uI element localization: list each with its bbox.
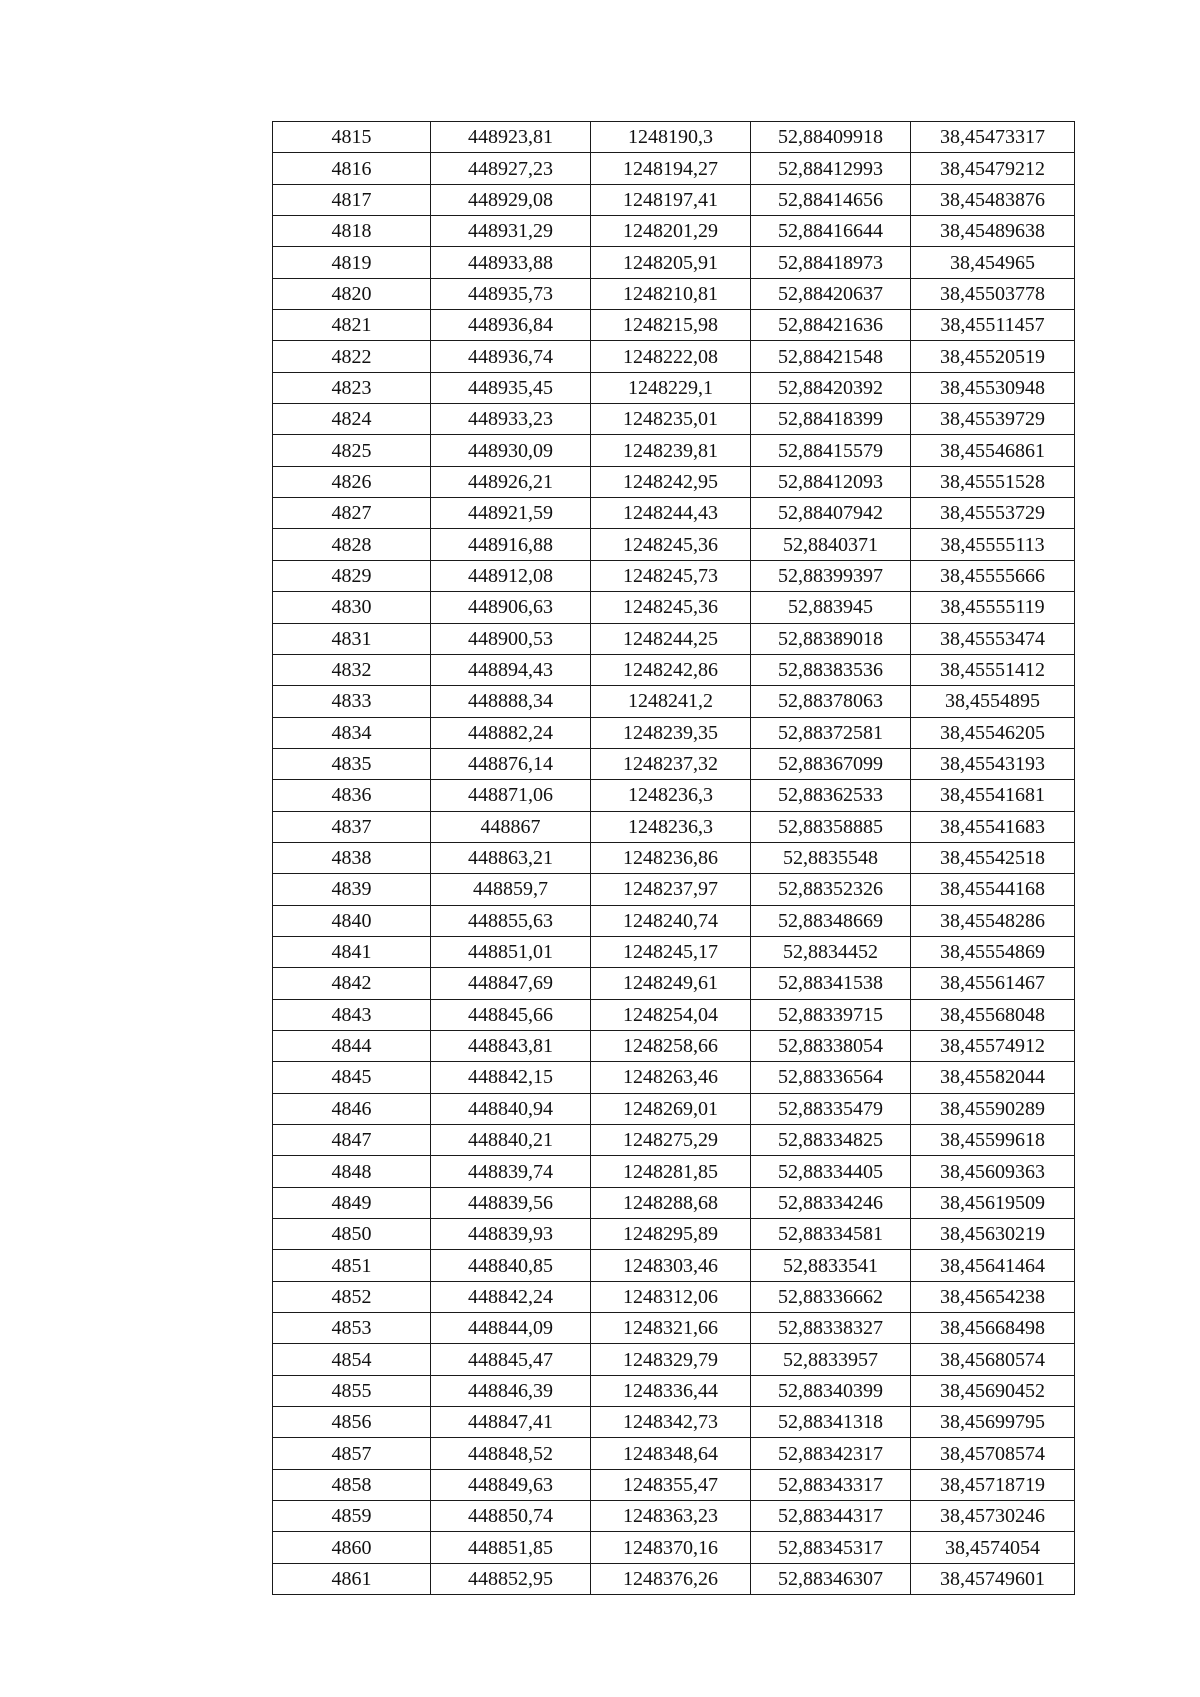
longitude-cell: 38,45473317: [911, 122, 1075, 153]
x-coordinate-cell: 448863,21: [431, 842, 591, 873]
latitude-cell: 52,8840371: [751, 529, 911, 560]
y-coordinate-cell: 1248269,01: [591, 1093, 751, 1124]
table-row: [273, 1250, 1075, 1281]
latitude-cell: 52,88342317: [751, 1438, 911, 1469]
table-row: [273, 905, 1075, 936]
point-number-cell: 4857: [273, 1438, 431, 1469]
longitude-cell: 38,454965: [911, 247, 1075, 278]
y-coordinate-cell: 1248239,35: [591, 717, 751, 748]
point-number-cell: 4824: [273, 404, 431, 435]
point-number-cell: 4843: [273, 999, 431, 1030]
table-row: [273, 466, 1075, 497]
table-row: [273, 1532, 1075, 1563]
point-number-cell: 4821: [273, 310, 431, 341]
point-number-cell: 4858: [273, 1469, 431, 1500]
x-coordinate-cell: 448916,88: [431, 529, 591, 560]
table-row: [273, 1093, 1075, 1124]
latitude-cell: 52,88339715: [751, 999, 911, 1030]
y-coordinate-cell: 1248241,2: [591, 686, 751, 717]
point-number-cell: 4842: [273, 968, 431, 999]
longitude-cell: 38,45699795: [911, 1407, 1075, 1438]
table-row: [273, 717, 1075, 748]
point-number-cell: 4826: [273, 466, 431, 497]
latitude-cell: 52,88345317: [751, 1532, 911, 1563]
x-coordinate-cell: 448900,53: [431, 623, 591, 654]
x-coordinate-cell: 448912,08: [431, 560, 591, 591]
table-row: [273, 247, 1075, 278]
latitude-cell: 52,88418973: [751, 247, 911, 278]
x-coordinate-cell: 448923,81: [431, 122, 591, 153]
point-number-cell: 4851: [273, 1250, 431, 1281]
longitude-cell: 38,45479212: [911, 153, 1075, 184]
y-coordinate-cell: 1248242,86: [591, 654, 751, 685]
point-number-cell: 4820: [273, 278, 431, 309]
table-row: [273, 560, 1075, 591]
y-coordinate-cell: 1248240,74: [591, 905, 751, 936]
y-coordinate-cell: 1248295,89: [591, 1219, 751, 1250]
longitude-cell: 38,45551528: [911, 466, 1075, 497]
latitude-cell: 52,8833541: [751, 1250, 911, 1281]
x-coordinate-cell: 448935,45: [431, 372, 591, 403]
x-coordinate-cell: 448876,14: [431, 748, 591, 779]
longitude-cell: 38,45619509: [911, 1187, 1075, 1218]
x-coordinate-cell: 448847,41: [431, 1407, 591, 1438]
x-coordinate-cell: 448888,34: [431, 686, 591, 717]
point-number-cell: 4852: [273, 1281, 431, 1312]
latitude-cell: 52,88348669: [751, 905, 911, 936]
longitude-cell: 38,45718719: [911, 1469, 1075, 1500]
point-number-cell: 4836: [273, 780, 431, 811]
y-coordinate-cell: 1248222,08: [591, 341, 751, 372]
longitude-cell: 38,45668498: [911, 1313, 1075, 1344]
x-coordinate-cell: 448867: [431, 811, 591, 842]
table-row: [273, 968, 1075, 999]
longitude-cell: 38,45546861: [911, 435, 1075, 466]
y-coordinate-cell: 1248281,85: [591, 1156, 751, 1187]
x-coordinate-cell: 448846,39: [431, 1375, 591, 1406]
x-coordinate-cell: 448840,94: [431, 1093, 591, 1124]
latitude-cell: 52,88352326: [751, 874, 911, 905]
latitude-cell: 52,88343317: [751, 1469, 911, 1500]
y-coordinate-cell: 1248275,29: [591, 1125, 751, 1156]
y-coordinate-cell: 1248249,61: [591, 968, 751, 999]
table-row: [273, 1438, 1075, 1469]
longitude-cell: 38,45520519: [911, 341, 1075, 372]
longitude-cell: 38,45680574: [911, 1344, 1075, 1375]
table-row: [273, 1219, 1075, 1250]
longitude-cell: 38,45542518: [911, 842, 1075, 873]
longitude-cell: 38,45483876: [911, 184, 1075, 215]
longitude-cell: 38,45555113: [911, 529, 1075, 560]
longitude-cell: 38,45555666: [911, 560, 1075, 591]
latitude-cell: 52,88338054: [751, 1030, 911, 1061]
longitude-cell: 38,45708574: [911, 1438, 1075, 1469]
y-coordinate-cell: 1248210,81: [591, 278, 751, 309]
table-row: [273, 1344, 1075, 1375]
point-number-cell: 4847: [273, 1125, 431, 1156]
y-coordinate-cell: 1248205,91: [591, 247, 751, 278]
latitude-cell: 52,88407942: [751, 498, 911, 529]
point-number-cell: 4854: [273, 1344, 431, 1375]
x-coordinate-cell: 448850,74: [431, 1501, 591, 1532]
y-coordinate-cell: 1248263,46: [591, 1062, 751, 1093]
latitude-cell: 52,88412993: [751, 153, 911, 184]
x-coordinate-cell: 448842,15: [431, 1062, 591, 1093]
longitude-cell: 38,45548286: [911, 905, 1075, 936]
latitude-cell: 52,8835548: [751, 842, 911, 873]
y-coordinate-cell: 1248336,44: [591, 1375, 751, 1406]
latitude-cell: 52,88336564: [751, 1062, 911, 1093]
x-coordinate-cell: 448839,56: [431, 1187, 591, 1218]
point-number-cell: 4816: [273, 153, 431, 184]
table-row: [273, 1469, 1075, 1500]
point-number-cell: 4856: [273, 1407, 431, 1438]
longitude-cell: 38,45574912: [911, 1030, 1075, 1061]
y-coordinate-cell: 1248342,73: [591, 1407, 751, 1438]
table-row: [273, 372, 1075, 403]
y-coordinate-cell: 1248258,66: [591, 1030, 751, 1061]
x-coordinate-cell: 448871,06: [431, 780, 591, 811]
latitude-cell: 52,88362533: [751, 780, 911, 811]
latitude-cell: 52,88399397: [751, 560, 911, 591]
point-number-cell: 4818: [273, 216, 431, 247]
x-coordinate-cell: 448842,24: [431, 1281, 591, 1312]
table-row: [273, 1156, 1075, 1187]
point-number-cell: 4827: [273, 498, 431, 529]
x-coordinate-cell: 448845,47: [431, 1344, 591, 1375]
y-coordinate-cell: 1248237,97: [591, 874, 751, 905]
x-coordinate-cell: 448851,85: [431, 1532, 591, 1563]
x-coordinate-cell: 448849,63: [431, 1469, 591, 1500]
point-number-cell: 4823: [273, 372, 431, 403]
table-row: [273, 278, 1075, 309]
point-number-cell: 4839: [273, 874, 431, 905]
y-coordinate-cell: 1248236,3: [591, 811, 751, 842]
table-row: [273, 780, 1075, 811]
latitude-cell: 52,88334581: [751, 1219, 911, 1250]
latitude-cell: 52,8834452: [751, 936, 911, 967]
latitude-cell: 52,88344317: [751, 1501, 911, 1532]
y-coordinate-cell: 1248245,17: [591, 936, 751, 967]
table-row: [273, 654, 1075, 685]
point-number-cell: 4838: [273, 842, 431, 873]
table-row: [273, 592, 1075, 623]
x-coordinate-cell: 448936,74: [431, 341, 591, 372]
table-row: [273, 999, 1075, 1030]
table-row: [273, 1407, 1075, 1438]
point-number-cell: 4850: [273, 1219, 431, 1250]
x-coordinate-cell: 448847,69: [431, 968, 591, 999]
longitude-cell: 38,45590289: [911, 1093, 1075, 1124]
point-number-cell: 4831: [273, 623, 431, 654]
longitude-cell: 38,45609363: [911, 1156, 1075, 1187]
x-coordinate-cell: 448894,43: [431, 654, 591, 685]
latitude-cell: 52,88416644: [751, 216, 911, 247]
table-row: [273, 1030, 1075, 1061]
longitude-cell: 38,45543193: [911, 748, 1075, 779]
y-coordinate-cell: 1248244,43: [591, 498, 751, 529]
latitude-cell: 52,88389018: [751, 623, 911, 654]
longitude-cell: 38,45654238: [911, 1281, 1075, 1312]
x-coordinate-cell: 448851,01: [431, 936, 591, 967]
x-coordinate-cell: 448933,23: [431, 404, 591, 435]
longitude-cell: 38,45554869: [911, 936, 1075, 967]
y-coordinate-cell: 1248245,36: [591, 592, 751, 623]
point-number-cell: 4837: [273, 811, 431, 842]
longitude-cell: 38,45489638: [911, 216, 1075, 247]
x-coordinate-cell: 448936,84: [431, 310, 591, 341]
y-coordinate-cell: 1248321,66: [591, 1313, 751, 1344]
point-number-cell: 4841: [273, 936, 431, 967]
latitude-cell: 52,88367099: [751, 748, 911, 779]
table-row: [273, 153, 1075, 184]
table-row: [273, 435, 1075, 466]
y-coordinate-cell: 1248370,16: [591, 1532, 751, 1563]
latitude-cell: 52,88372581: [751, 717, 911, 748]
table-row: [273, 122, 1075, 153]
y-coordinate-cell: 1248329,79: [591, 1344, 751, 1375]
latitude-cell: 52,88335479: [751, 1093, 911, 1124]
point-number-cell: 4861: [273, 1563, 431, 1594]
latitude-cell: 52,88420392: [751, 372, 911, 403]
point-number-cell: 4819: [273, 247, 431, 278]
x-coordinate-cell: 448906,63: [431, 592, 591, 623]
table-row: [273, 1125, 1075, 1156]
longitude-cell: 38,45582044: [911, 1062, 1075, 1093]
table-row: [273, 1187, 1075, 1218]
table-row: [273, 842, 1075, 873]
point-number-cell: 4825: [273, 435, 431, 466]
longitude-cell: 38,45511457: [911, 310, 1075, 341]
y-coordinate-cell: 1248363,23: [591, 1501, 751, 1532]
y-coordinate-cell: 1248215,98: [591, 310, 751, 341]
table-row: [273, 1375, 1075, 1406]
x-coordinate-cell: 448927,23: [431, 153, 591, 184]
x-coordinate-cell: 448845,66: [431, 999, 591, 1030]
point-number-cell: 4830: [273, 592, 431, 623]
point-number-cell: 4832: [273, 654, 431, 685]
x-coordinate-cell: 448929,08: [431, 184, 591, 215]
latitude-cell: 52,88415579: [751, 435, 911, 466]
longitude-cell: 38,45599618: [911, 1125, 1075, 1156]
longitude-cell: 38,45553729: [911, 498, 1075, 529]
point-number-cell: 4860: [273, 1532, 431, 1563]
longitude-cell: 38,45541681: [911, 780, 1075, 811]
longitude-cell: 38,45568048: [911, 999, 1075, 1030]
table-row: [273, 686, 1075, 717]
y-coordinate-cell: 1248237,32: [591, 748, 751, 779]
longitude-cell: 38,45544168: [911, 874, 1075, 905]
x-coordinate-cell: 448839,93: [431, 1219, 591, 1250]
latitude-cell: 52,88340399: [751, 1375, 911, 1406]
point-number-cell: 4840: [273, 905, 431, 936]
y-coordinate-cell: 1248348,64: [591, 1438, 751, 1469]
point-number-cell: 4829: [273, 560, 431, 591]
table-row: [273, 936, 1075, 967]
table-row: [273, 811, 1075, 842]
x-coordinate-cell: 448859,7: [431, 874, 591, 905]
latitude-cell: 52,88412093: [751, 466, 911, 497]
latitude-cell: 52,88378063: [751, 686, 911, 717]
longitude-cell: 38,45555119: [911, 592, 1075, 623]
longitude-cell: 38,45503778: [911, 278, 1075, 309]
coordinates-table: [272, 121, 1075, 1595]
latitude-cell: 52,88420637: [751, 278, 911, 309]
longitude-cell: 38,45641464: [911, 1250, 1075, 1281]
longitude-cell: 38,45553474: [911, 623, 1075, 654]
point-number-cell: 4833: [273, 686, 431, 717]
x-coordinate-cell: 448930,09: [431, 435, 591, 466]
x-coordinate-cell: 448921,59: [431, 498, 591, 529]
latitude-cell: 52,88414656: [751, 184, 911, 215]
table-row: [273, 1313, 1075, 1344]
point-number-cell: 4815: [273, 122, 431, 153]
longitude-cell: 38,45630219: [911, 1219, 1075, 1250]
latitude-cell: 52,88358885: [751, 811, 911, 842]
latitude-cell: 52,88334825: [751, 1125, 911, 1156]
point-number-cell: 4859: [273, 1501, 431, 1532]
y-coordinate-cell: 1248229,1: [591, 372, 751, 403]
x-coordinate-cell: 448933,88: [431, 247, 591, 278]
longitude-cell: 38,45690452: [911, 1375, 1075, 1406]
y-coordinate-cell: 1248245,73: [591, 560, 751, 591]
point-number-cell: 4845: [273, 1062, 431, 1093]
latitude-cell: 52,88418399: [751, 404, 911, 435]
x-coordinate-cell: 448852,95: [431, 1563, 591, 1594]
longitude-cell: 38,4554895: [911, 686, 1075, 717]
latitude-cell: 52,88409918: [751, 122, 911, 153]
table-row: [273, 1062, 1075, 1093]
table-row: [273, 1501, 1075, 1532]
latitude-cell: 52,88421548: [751, 341, 911, 372]
point-number-cell: 4844: [273, 1030, 431, 1061]
y-coordinate-cell: 1248355,47: [591, 1469, 751, 1500]
x-coordinate-cell: 448843,81: [431, 1030, 591, 1061]
table-row: [273, 874, 1075, 905]
latitude-cell: 52,883945: [751, 592, 911, 623]
point-number-cell: 4848: [273, 1156, 431, 1187]
longitude-cell: 38,45749601: [911, 1563, 1075, 1594]
y-coordinate-cell: 1248190,3: [591, 122, 751, 153]
latitude-cell: 52,88421636: [751, 310, 911, 341]
point-number-cell: 4855: [273, 1375, 431, 1406]
coordinates-table-body: [273, 122, 1075, 1595]
point-number-cell: 4853: [273, 1313, 431, 1344]
y-coordinate-cell: 1248236,3: [591, 780, 751, 811]
longitude-cell: 38,45539729: [911, 404, 1075, 435]
latitude-cell: 52,8833957: [751, 1344, 911, 1375]
y-coordinate-cell: 1248239,81: [591, 435, 751, 466]
point-number-cell: 4846: [273, 1093, 431, 1124]
y-coordinate-cell: 1248242,95: [591, 466, 751, 497]
latitude-cell: 52,88341318: [751, 1407, 911, 1438]
y-coordinate-cell: 1248376,26: [591, 1563, 751, 1594]
x-coordinate-cell: 448840,85: [431, 1250, 591, 1281]
table-row: [273, 498, 1075, 529]
x-coordinate-cell: 448844,09: [431, 1313, 591, 1344]
table-row: [273, 1281, 1075, 1312]
y-coordinate-cell: 1248288,68: [591, 1187, 751, 1218]
table-row: [273, 529, 1075, 560]
longitude-cell: 38,45551412: [911, 654, 1075, 685]
latitude-cell: 52,88334246: [751, 1187, 911, 1218]
table-row: [273, 216, 1075, 247]
latitude-cell: 52,88334405: [751, 1156, 911, 1187]
latitude-cell: 52,88338327: [751, 1313, 911, 1344]
latitude-cell: 52,88383536: [751, 654, 911, 685]
y-coordinate-cell: 1248235,01: [591, 404, 751, 435]
latitude-cell: 52,88336662: [751, 1281, 911, 1312]
longitude-cell: 38,45541683: [911, 811, 1075, 842]
point-number-cell: 4835: [273, 748, 431, 779]
x-coordinate-cell: 448848,52: [431, 1438, 591, 1469]
table-row: [273, 623, 1075, 654]
x-coordinate-cell: 448935,73: [431, 278, 591, 309]
table-row: [273, 748, 1075, 779]
x-coordinate-cell: 448855,63: [431, 905, 591, 936]
y-coordinate-cell: 1248254,04: [591, 999, 751, 1030]
table-row: [273, 184, 1075, 215]
y-coordinate-cell: 1248194,27: [591, 153, 751, 184]
latitude-cell: 52,88346307: [751, 1563, 911, 1594]
point-number-cell: 4822: [273, 341, 431, 372]
y-coordinate-cell: 1248245,36: [591, 529, 751, 560]
point-number-cell: 4849: [273, 1187, 431, 1218]
longitude-cell: 38,45546205: [911, 717, 1075, 748]
table-row: [273, 404, 1075, 435]
table-row: [273, 1563, 1075, 1594]
point-number-cell: 4817: [273, 184, 431, 215]
x-coordinate-cell: 448882,24: [431, 717, 591, 748]
latitude-cell: 52,88341538: [751, 968, 911, 999]
point-number-cell: 4834: [273, 717, 431, 748]
x-coordinate-cell: 448839,74: [431, 1156, 591, 1187]
longitude-cell: 38,45730246: [911, 1501, 1075, 1532]
x-coordinate-cell: 448926,21: [431, 466, 591, 497]
longitude-cell: 38,45561467: [911, 968, 1075, 999]
longitude-cell: 38,4574054: [911, 1532, 1075, 1563]
point-number-cell: 4828: [273, 529, 431, 560]
y-coordinate-cell: 1248197,41: [591, 184, 751, 215]
table-row: [273, 310, 1075, 341]
y-coordinate-cell: 1248312,06: [591, 1281, 751, 1312]
y-coordinate-cell: 1248201,29: [591, 216, 751, 247]
y-coordinate-cell: 1248303,46: [591, 1250, 751, 1281]
y-coordinate-cell: 1248236,86: [591, 842, 751, 873]
table-row: [273, 341, 1075, 372]
x-coordinate-cell: 448840,21: [431, 1125, 591, 1156]
longitude-cell: 38,45530948: [911, 372, 1075, 403]
x-coordinate-cell: 448931,29: [431, 216, 591, 247]
y-coordinate-cell: 1248244,25: [591, 623, 751, 654]
